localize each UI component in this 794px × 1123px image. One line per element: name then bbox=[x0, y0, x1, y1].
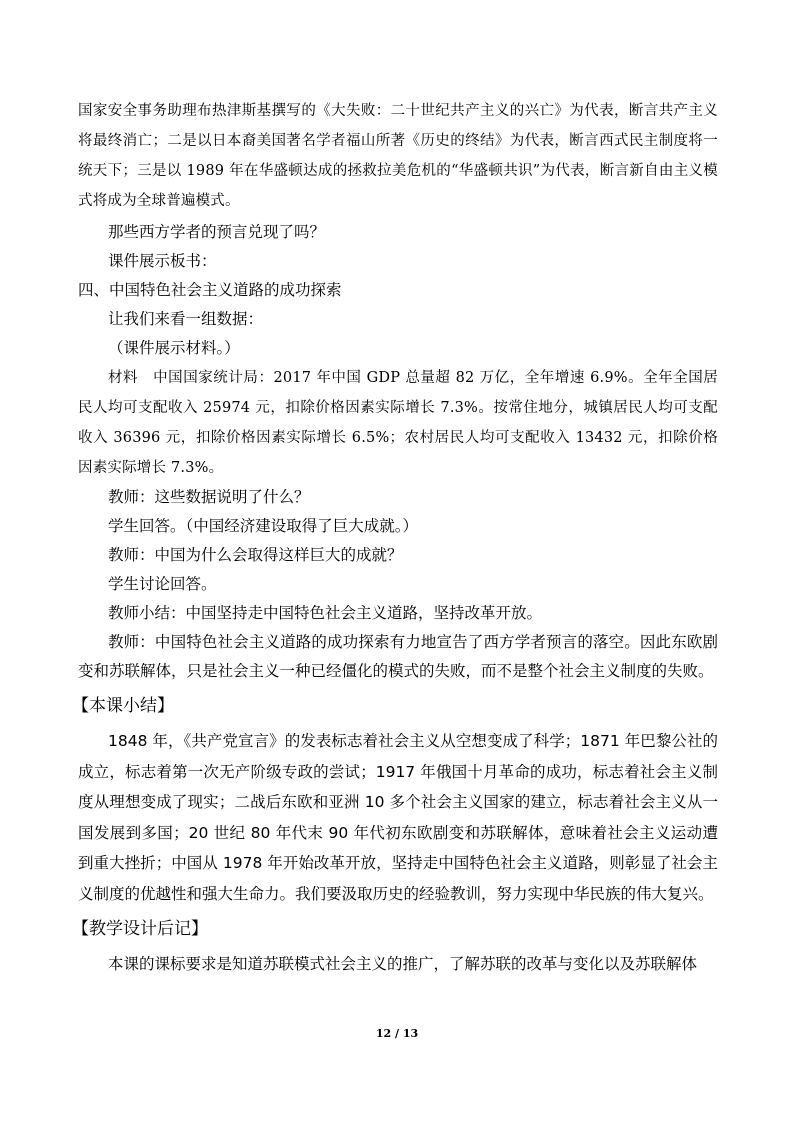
section-4-title: 四、中国特色社会主义道路的成功探索 bbox=[78, 281, 342, 299]
question-western-predictions: 那些西方学者的预言兑现了吗？ bbox=[108, 223, 326, 241]
teacher-summary: 教师小结：中国坚持走中国特色社会主义道路，坚持改革开放。 bbox=[108, 604, 543, 622]
document-page bbox=[72, 96, 718, 980]
data-intro: 让我们来看一组数据： bbox=[108, 310, 264, 328]
lesson-summary-heading: 【本课小结】 bbox=[72, 696, 174, 716]
postscript-text: 本课的课标要求是知道苏联模式社会主义的推广，了解苏联的改革与变化以及苏联解体 bbox=[108, 955, 698, 973]
student-answer-1: 学生回答。（中国经济建设取得了巨大成就。） bbox=[108, 517, 419, 535]
postscript-heading: 【教学设计后记】 bbox=[72, 919, 208, 939]
page-number: 12 / 13 bbox=[375, 1027, 419, 1040]
lesson-summary-text: 1848 年，《共产党宣言》的发表标志着社会主义从空想变成了科学；1871 年巴黎公社的成立，标志着第一次无产阶级专政的尝试；1917 年俄国十月革命的成功，标志着社会主义制度从理想变成了现实；二战后东欧和亚洲 10 多个社会主义国家的建立，标志着社会主义从一国发展到多国；20 世纪 80 年代末 90 年代初东欧剧变和苏联解体，意味着社会主义运动遭到重大挫折；中国从 1978 年开始改革开放，坚持走中国特色社会主义道路，则彰显了社会主义制度的优越性和强大生命力。我们要汲取历史的经验教训，努力实现中华民族的伟大复兴。 bbox=[78, 732, 718, 903]
teacher-question-2: 教师：中国为什么会取得这样巨大的成就？ bbox=[108, 546, 403, 564]
top-paragraph: 国家安全事务助理布热津斯基撰写的《大失败：二十世纪共产主义的兴亡》为代表，断言共产主义将最终消亡；二是以日本裔美国著名学者福山所著《历史的终结》为代表，断言西式民主制度将一统天下；三是以 1989 年在华盛顿达成的拯救拉美危机的“华盛顿共识”为代表，断言新自由主义模式将成为全球普遍模式。 bbox=[78, 103, 718, 209]
teacher-final: 教师：中国特色社会主义道路的成功探索有力地宣告了西方学者预言的落空。因此东欧剧变和苏联解体，只是社会主义一种已经僵化的模式的失败，而不是整个社会主义制度的失败。 bbox=[78, 633, 718, 680]
material-paragraph: 材料 中国国家统计局：2017 年中国 GDP 总量超 82 万亿，全年增速 6.9%。全年全国居民人均可支配收入 25974 元，扣除价格因素实际增长 7.3%。按常住地分，城镇居民人均可支配收入 36396 元，扣除价格因素实际增长 6.5%；农村居民人均可支配收入 13432 元，扣除价格因素实际增长 7.3%。 bbox=[78, 370, 718, 476]
board-display: 课件展示板书： bbox=[108, 252, 217, 270]
student-discussion: 学生讨论回答。 bbox=[108, 575, 217, 593]
material-note: （课件展示材料。） bbox=[108, 339, 240, 357]
teacher-question-1: 教师：这些数据说明了什么？ bbox=[108, 488, 310, 506]
